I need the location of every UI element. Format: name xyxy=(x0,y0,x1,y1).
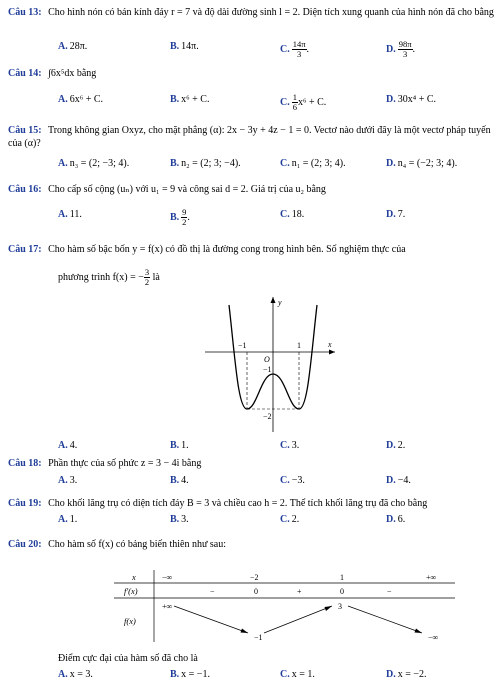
fraction: $\frac{1}{6}$ xyxy=(292,92,297,112)
q19-options xyxy=(58,513,496,527)
increase-arrow xyxy=(264,606,332,633)
question-17 xyxy=(8,243,496,256)
svg-text:−: − xyxy=(387,587,392,596)
question-15 xyxy=(8,124,496,150)
q15-options xyxy=(58,157,496,171)
option-d[interactable]: D. x = −2. xyxy=(386,669,427,680)
option-d[interactable]: D. n₄ = (−2; 3; 4). xyxy=(386,158,458,169)
option-b[interactable]: B. 4. xyxy=(170,475,189,486)
option-a[interactable]: A. 1. xyxy=(58,514,78,525)
svg-text:x: x xyxy=(132,572,136,582)
svg-text:f'(x): f'(x) xyxy=(124,586,138,596)
svg-text:−1: −1 xyxy=(263,365,272,374)
decrease-arrow xyxy=(348,606,422,633)
svg-text:+∞: +∞ xyxy=(426,573,437,582)
fraction: $\frac{98\pi}{3}$ xyxy=(398,39,412,59)
y-arrow-icon xyxy=(271,297,276,303)
q13-options xyxy=(58,39,496,59)
fraction: $\frac{3}{2}$ xyxy=(144,267,150,287)
option-c[interactable]: C. 3. xyxy=(280,440,300,451)
svg-text:0: 0 xyxy=(340,587,344,596)
question-number: Câu 19: xyxy=(8,498,42,509)
svg-text:−: − xyxy=(210,587,215,596)
question-number: Câu 20: xyxy=(8,539,42,550)
question-17-line2: phương trình f(x) = − $\frac{3}{2}$ là xyxy=(58,267,160,287)
option-d[interactable]: D. $\frac{98\pi}{3}$ . xyxy=(386,39,416,59)
q18-options xyxy=(58,474,496,488)
option-c[interactable]: C. n₁ = (2; 3; 4). xyxy=(280,158,346,169)
question-text: Cho cấp số cộng (uₙ) với u₁ = 9 và công sai d = 2. Giá trị của u₂ bằng xyxy=(48,184,326,195)
variation-table xyxy=(112,570,457,642)
option-c[interactable]: C. 2. xyxy=(280,514,300,525)
svg-text:3: 3 xyxy=(338,602,342,611)
q14-options xyxy=(58,92,496,112)
svg-text:O: O xyxy=(264,355,270,364)
option-d[interactable]: D. 7. xyxy=(386,209,406,220)
x-arrow-icon xyxy=(329,350,335,355)
q20-options xyxy=(58,668,496,682)
option-d[interactable]: D. −4. xyxy=(386,475,411,486)
question-19 xyxy=(8,497,496,510)
question-number: Câu 16: xyxy=(8,184,42,195)
q16-options xyxy=(58,207,496,227)
option-b[interactable]: B. n₂ = (2; 3; −4). xyxy=(170,158,241,169)
svg-text:+: + xyxy=(297,587,302,596)
question-16 xyxy=(8,183,496,196)
svg-text:1: 1 xyxy=(297,341,301,350)
svg-text:0: 0 xyxy=(254,587,258,596)
svg-text:−2: −2 xyxy=(250,573,259,582)
svg-text:1: 1 xyxy=(340,573,344,582)
svg-text:−1: −1 xyxy=(238,341,247,350)
question-number: Câu 13: xyxy=(8,7,42,18)
option-c[interactable]: C. −3. xyxy=(280,475,305,486)
q17-options xyxy=(58,439,496,453)
question-text: Cho khối lăng trụ có diện tích đáy B = 3 và chiều cao h = 2. Thể tích khối lăng trụ đã cho bằng xyxy=(48,498,428,509)
fraction: $\frac{14\pi}{3}$ xyxy=(292,39,306,59)
question-14 xyxy=(8,67,496,80)
question-text: Cho hàm số f(x) có bảng biến thiên như sau: xyxy=(48,539,227,550)
option-b[interactable]: B. x⁶ + C. xyxy=(170,94,210,105)
option-a[interactable]: A. x = 3. xyxy=(58,669,93,680)
question-number: Câu 14: xyxy=(8,68,42,79)
option-a[interactable]: A. 3. xyxy=(58,475,78,486)
svg-text:x: x xyxy=(328,340,332,349)
function-graph xyxy=(205,297,335,432)
option-a[interactable]: A. n₃ = (2; −3; 4). xyxy=(58,158,130,169)
option-c[interactable]: C. 18. xyxy=(280,209,305,220)
question-text: Phần thực của số phức z = 3 − 4i bằng xyxy=(48,458,202,469)
option-a[interactable]: A. 4. xyxy=(58,440,78,451)
option-b[interactable]: B. $\frac{9}{2}$ . xyxy=(170,207,190,227)
option-b[interactable]: B. x = −1. xyxy=(170,669,210,680)
option-b[interactable]: B. 14π. xyxy=(170,41,199,52)
fraction: $\frac{9}{2}$ xyxy=(182,207,187,227)
question-text: Trong không gian Oxyz, cho mặt phẳng (α): 2x − 3y + 4z − 1 = 0. Vectơ nào dưới đây là một vectơ pháp tuyến của (α)? xyxy=(8,125,491,149)
svg-text:−∞: −∞ xyxy=(162,573,173,582)
svg-text:f(x): f(x) xyxy=(124,616,136,626)
option-a[interactable]: A. 28π. xyxy=(58,41,88,52)
option-d[interactable]: D. 6. xyxy=(386,514,406,525)
option-b[interactable]: B. 3. xyxy=(170,514,189,525)
svg-text:−2: −2 xyxy=(263,412,272,421)
svg-text:y: y xyxy=(278,298,282,307)
option-d[interactable]: D. 30x⁴ + C. xyxy=(386,94,437,105)
question-number: Câu 18: xyxy=(8,458,42,469)
question-number: Câu 15: xyxy=(8,125,42,136)
question-20 xyxy=(8,538,496,551)
question-text: Cho hàm số bậc bốn y = f(x) có đồ thị là đường cong trong hình bên. Số nghiệm thực của xyxy=(48,244,406,255)
option-a[interactable]: A. 6x⁶ + C. xyxy=(58,94,104,105)
option-d[interactable]: D. 2. xyxy=(386,440,406,451)
option-c[interactable]: C. $\frac{1}{6}$ x⁶ + C. xyxy=(280,92,327,112)
option-a[interactable]: A. 11. xyxy=(58,209,82,220)
decrease-arrow xyxy=(174,606,248,633)
option-b[interactable]: B. 1. xyxy=(170,440,189,451)
svg-text:+∞: +∞ xyxy=(162,602,173,611)
option-c[interactable]: C. x = 1. xyxy=(280,669,315,680)
question-number: Câu 17: xyxy=(8,244,42,255)
svg-text:−∞: −∞ xyxy=(428,633,439,642)
svg-text:−1: −1 xyxy=(254,633,263,642)
question-13 xyxy=(8,6,496,19)
question-text: Cho hình nón có bán kính đáy r = 7 và độ dài đường sinh l = 2. Diện tích xung quanh của hình nón đã cho bằng xyxy=(48,7,494,18)
question-text: ∫6x⁵dx bằng xyxy=(48,68,97,79)
option-c[interactable]: C. $\frac{14\pi}{3}$ . xyxy=(280,39,310,59)
question-20-prompt: Điểm cực đại của hàm số đã cho là xyxy=(58,653,198,664)
question-18 xyxy=(8,457,496,470)
